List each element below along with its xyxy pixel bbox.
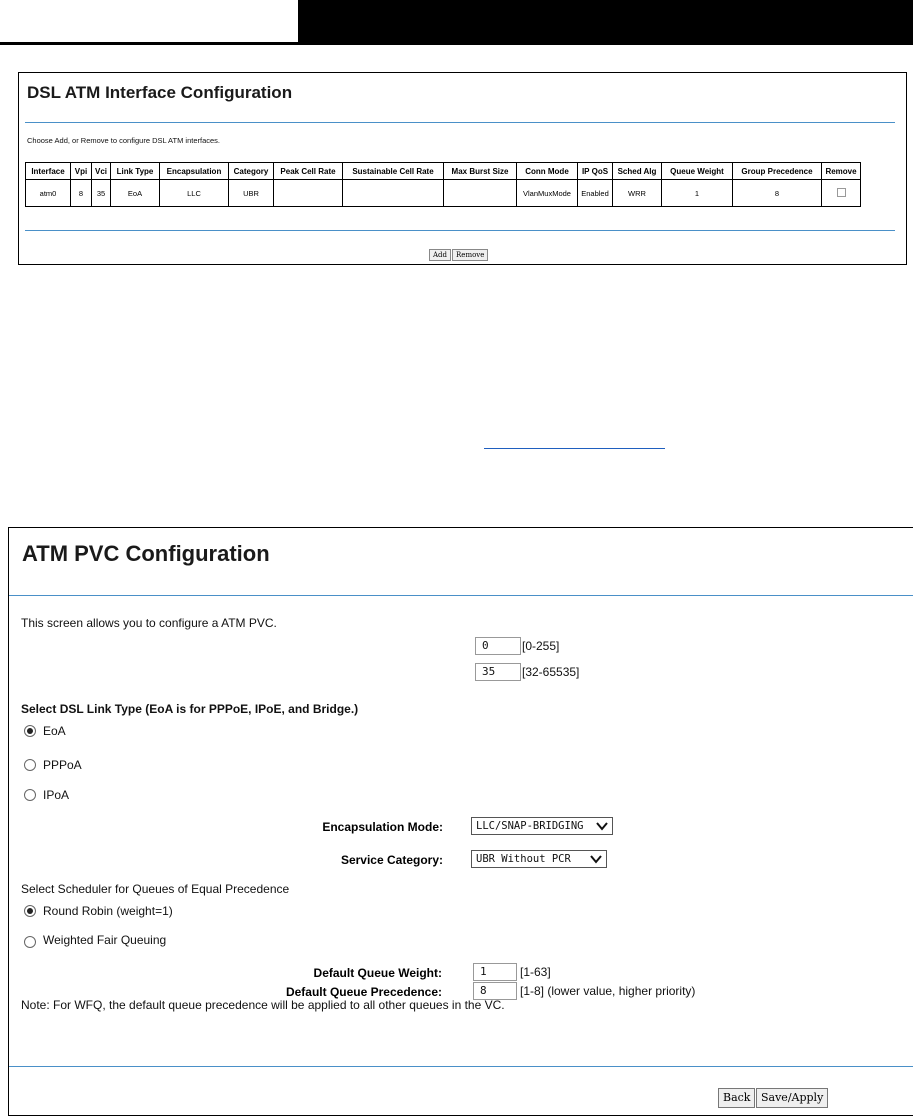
table-cell bbox=[274, 180, 343, 207]
vci-range: [32-65535] bbox=[522, 665, 580, 679]
round-robin-label: Round Robin (weight=1) bbox=[43, 904, 173, 918]
column-header: Vpi bbox=[71, 163, 92, 180]
chevron-down-icon bbox=[596, 821, 608, 835]
column-header: Max Burst Size bbox=[444, 163, 517, 180]
divider bbox=[25, 122, 895, 123]
column-header: Category bbox=[229, 163, 274, 180]
table-cell: 8 bbox=[733, 180, 822, 207]
column-header: Conn Mode bbox=[517, 163, 578, 180]
pppoa-label: PPPoA bbox=[43, 758, 82, 772]
table-row bbox=[26, 180, 861, 207]
queue-weight-range: [1-63] bbox=[520, 965, 551, 979]
button-row bbox=[429, 244, 489, 262]
save-apply-button[interactable]: Save/Apply bbox=[756, 1088, 828, 1108]
back-button[interactable]: Back bbox=[718, 1088, 755, 1108]
encapsulation-label: Encapsulation Mode: bbox=[322, 820, 443, 834]
table-cell: Enabled bbox=[578, 180, 613, 207]
queue-weight-input[interactable]: 1 bbox=[473, 963, 517, 981]
table-header-row bbox=[26, 163, 861, 180]
ipoa-label: IPoA bbox=[43, 788, 70, 802]
panel-description: Choose Add, or Remove to configure DSL ATM interfaces. bbox=[27, 136, 221, 145]
table-cell: EoA bbox=[111, 180, 160, 207]
atm-interface-table bbox=[25, 162, 861, 207]
column-header: Link Type bbox=[111, 163, 160, 180]
pppoa-radio[interactable] bbox=[24, 759, 36, 771]
table-cell: LLC bbox=[160, 180, 229, 207]
service-category-value: UBR Without PCR bbox=[476, 853, 571, 865]
table-cell: WRR bbox=[613, 180, 662, 207]
dsl-atm-interface-panel bbox=[18, 72, 907, 265]
column-header: Vci bbox=[92, 163, 111, 180]
queue-precedence-range: [1-8] (lower value, higher priority) bbox=[520, 984, 696, 998]
divider bbox=[25, 230, 895, 231]
column-header: Encapsulation bbox=[160, 163, 229, 180]
table-cell bbox=[343, 180, 444, 207]
header-rule bbox=[0, 42, 913, 45]
add-button[interactable]: Add bbox=[429, 249, 451, 261]
eoa-radio[interactable] bbox=[24, 725, 36, 737]
table-cell: VlanMuxMode bbox=[517, 180, 578, 207]
divider bbox=[9, 595, 913, 596]
service-category-select[interactable] bbox=[471, 850, 607, 868]
chevron-down-icon bbox=[590, 854, 602, 868]
wfq-note: Note: For WFQ, the default queue precedence will be applied to all other queues in the VC. bbox=[21, 998, 505, 1012]
queue-weight-label: Default Queue Weight: bbox=[313, 966, 442, 980]
ipoa-radio[interactable] bbox=[24, 789, 36, 801]
table-cell: 8 bbox=[71, 180, 92, 207]
column-header: Remove bbox=[822, 163, 861, 180]
panel-title: DSL ATM Interface Configuration bbox=[27, 83, 293, 102]
table-cell bbox=[444, 180, 517, 207]
column-header: Peak Cell Rate bbox=[274, 163, 343, 180]
hyperlink-underline[interactable] bbox=[484, 448, 665, 449]
remove-checkbox[interactable] bbox=[837, 188, 846, 197]
atm-pvc-config-panel bbox=[8, 527, 913, 1116]
header-bar bbox=[298, 0, 913, 42]
link-type-heading: Select DSL Link Type (EoA is for PPPoE, IPoE, and Bridge.) bbox=[21, 702, 359, 716]
table-cell: 1 bbox=[662, 180, 733, 207]
column-header: Sched Alg bbox=[613, 163, 662, 180]
round-robin-radio[interactable] bbox=[24, 905, 36, 917]
encapsulation-select[interactable] bbox=[471, 817, 613, 835]
vpi-range: [0-255] bbox=[522, 639, 560, 653]
wfq-label: Weighted Fair Queuing bbox=[43, 933, 167, 947]
table-cell: 35 bbox=[92, 180, 111, 207]
eoa-label: EoA bbox=[43, 724, 66, 738]
column-header: Group Precedence bbox=[733, 163, 822, 180]
wfq-radio[interactable] bbox=[24, 936, 36, 948]
intro-text: This screen allows you to configure a ATM PVC. bbox=[21, 616, 277, 630]
encapsulation-value: LLC/SNAP-BRIDGING bbox=[476, 820, 584, 832]
vpi-input[interactable]: 0 bbox=[475, 637, 521, 655]
queue-precedence-label: Default Queue Precedence: bbox=[285, 985, 442, 999]
remove-button[interactable]: Remove bbox=[452, 249, 488, 261]
page-title: ATM PVC Configuration bbox=[22, 541, 270, 566]
scheduler-heading: Select Scheduler for Queues of Equal Precedence bbox=[21, 882, 290, 896]
table-cell: UBR bbox=[229, 180, 274, 207]
column-header: Queue Weight bbox=[662, 163, 733, 180]
service-category-label: Service Category: bbox=[340, 853, 443, 867]
remove-cell bbox=[822, 180, 861, 207]
vci-input[interactable]: 35 bbox=[475, 663, 521, 681]
queue-precedence-input[interactable]: 8 bbox=[473, 982, 517, 1000]
divider bbox=[9, 1066, 913, 1067]
column-header: Interface bbox=[26, 163, 71, 180]
table-cell: atm0 bbox=[26, 180, 71, 207]
column-header: Sustainable Cell Rate bbox=[343, 163, 444, 180]
column-header: IP QoS bbox=[578, 163, 613, 180]
